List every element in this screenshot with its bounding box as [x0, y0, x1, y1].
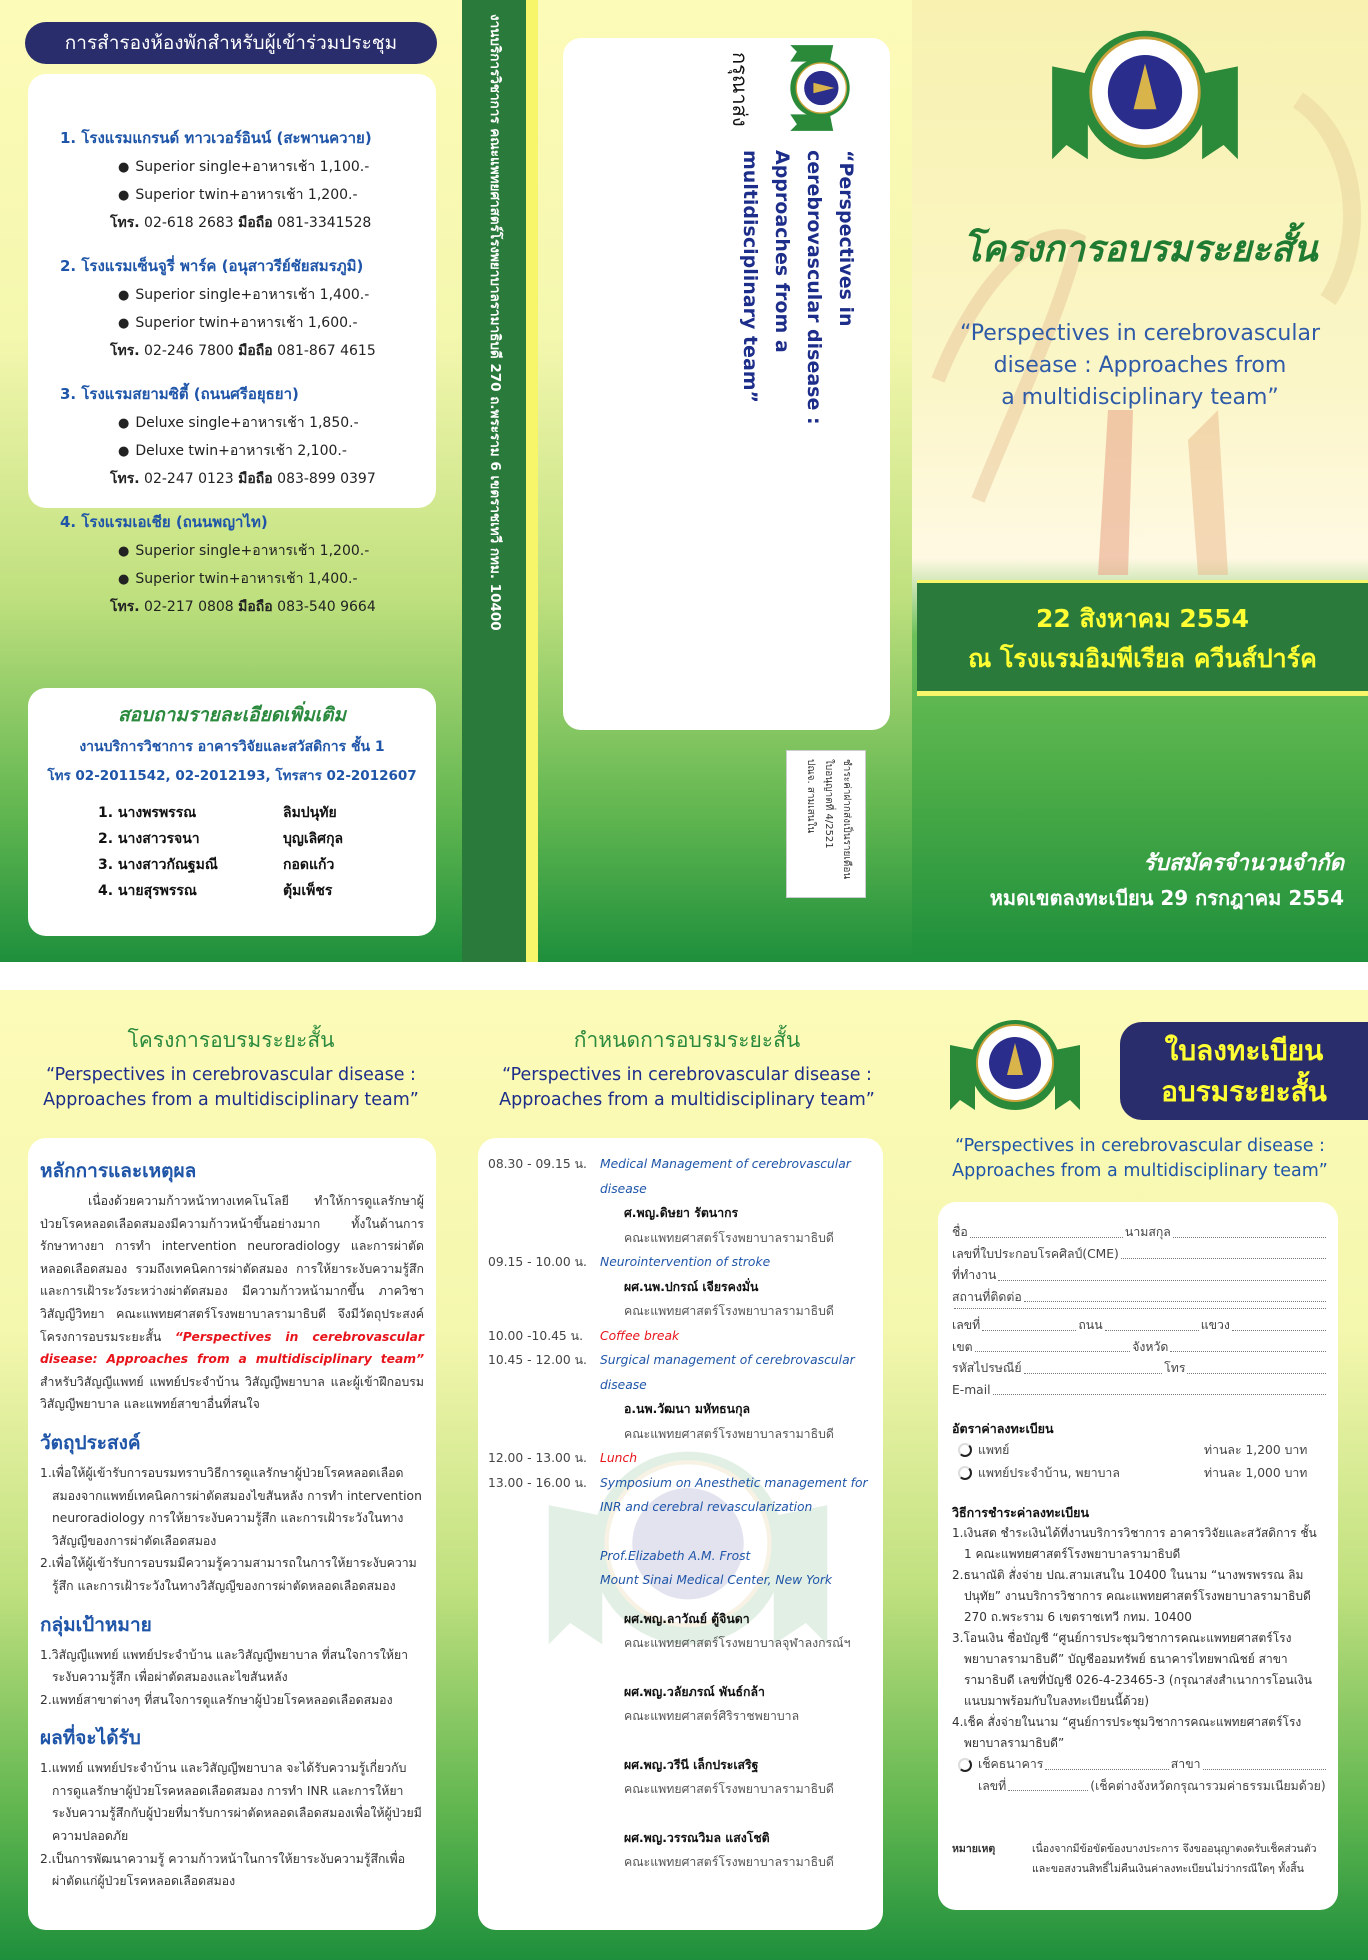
- session-title: Medical Management of cerebrovascular disease: [600, 1157, 851, 1196]
- payment-method: 3.โอนเงิน ชื่อบัญชี “ศูนย์การประชุมวิชาการคณะแพทยศาสตร์โรงพยาบาลรามาธิบดี” บัญชีออมทรัพย์ ธนาคารไทยพาณิชย์ สาขารามาธิบดี เลขที่บัญชี 026-4-23465-3 (กรุณาส่งสำเนาการโอนเงินแนบมาพร้อมกับใบลงทะเบียนนี้ด้วย): [952, 1631, 1312, 1708]
- registration-form: [938, 1202, 1338, 1910]
- panelist-affiliation: คณะแพทยศาสตร์ศิริราชพยาบาล: [624, 1709, 800, 1723]
- payment-method: 1.เงินสด ชำระเงินได้ที่งานบริการวิชาการ อาคารวิจัยและสวัสดิการ ชั้น 1 คณะแพทยศาสตร์โรงพยาบาลรามาธิบดี: [952, 1526, 1317, 1561]
- field-label: ที่ทำงาน: [952, 1268, 997, 1282]
- session-row: [488, 1446, 875, 1471]
- spine-stripe: [526, 0, 538, 962]
- form-row: [952, 1337, 1328, 1359]
- event-date: 22 สิงหาคม 2554: [1036, 604, 1249, 633]
- session-time: 08.30 - 09.15 น.: [488, 1157, 587, 1171]
- session-title: Symposium on Anesthetic management for INR and cerebral revascularization: [600, 1475, 868, 1514]
- field-input[interactable]: [998, 1265, 1326, 1281]
- panelist-name: ผศ.พญ.ลาวัณย์ ตู้จินดา: [624, 1611, 750, 1626]
- heading-line: ใบลงทะเบียน: [1164, 1034, 1324, 1067]
- note-text: เนื่องจากมีข้อขัดข้องบางประการ จึงขออนุญาตงดรับเช็คส่วนตัว และขอสงวนสิทธิ์ไม่คืนเงินค่าลงทะเบียนไม่ว่ากรณีใดๆ ทั้งสิ้น: [1032, 1843, 1317, 1875]
- title-line: disease : Approaches from: [993, 353, 1287, 378]
- mobile-number: 081-3341528: [277, 215, 372, 231]
- hotel-phone: [110, 212, 436, 234]
- phone-label: โทร.: [110, 215, 140, 231]
- schedule-card: [478, 1138, 883, 1930]
- session-title: Coffee break: [600, 1328, 680, 1343]
- registration-title: [912, 1134, 1368, 1184]
- send-to-label: กรุณาส่ง: [728, 52, 752, 127]
- field-input[interactable]: [970, 1222, 1123, 1238]
- target-item: 2.แพทย์สาขาต่างๆ ที่สนใจการดูแลรักษาผู้ป่วยโรคหลอดเลือดสมอง: [40, 1692, 393, 1707]
- panelist: [624, 1607, 875, 1656]
- mobile-label: มือถือ: [238, 599, 273, 615]
- contact-office: งานบริการวิชาการ อาคารวิจัยและสวัสดิการ ชั้น 1: [79, 739, 385, 755]
- room-rate: ● Superior single+อาหารเช้า 1,400.-: [118, 284, 436, 306]
- rationale-text: เนื่องด้วยความก้าวหน้าทางเทคโนโลยี ทำให้การดูแลรักษาผู้ป่วยโรคหลอดเลือดสมองมีความก้าวหน้าขึ้นอย่างมาก ทั้งในด้านการรักษาทางยา การทำ intervention neuroradiology และการผ่าตัดหลอดเลือดสมอง รวมถึงเทคนิคการผ่าตัดสมอง การให้ยาระงับความรู้สึกและการเฝ้าระวังระหว่างผ่าตัดสมอง มีความก้าวหน้ามากขึ้น ภาควิชาวิสัญญีวิทยา คณะแพทยศาสตร์โรงพยาบาลรามาธิบดี จึงมีวัตถุประสงค์โครงการอบรมระยะสั้น “Perspectives in cerebrovascular disease: Approaches from a multidisciplinary team” สำหรับวิสัญญีแพทย์ แพทย์ประจำบ้าน วิสัญญีพยาบาล และผู้เข้าฝึกอบรมวิสัญญีพยาบาล และแพทย์สาขาอื่นที่สนใจ: [40, 1194, 424, 1412]
- fee-radio[interactable]: [958, 1443, 972, 1457]
- field-label: แขวง: [1200, 1318, 1230, 1332]
- session-title: Neurointervention of stroke: [600, 1255, 771, 1269]
- person-first-name: 2. นางสาวรจนา: [98, 831, 200, 847]
- mobile-label: มือถือ: [238, 343, 273, 359]
- target-item: 1.วิสัญญีแพทย์ แพทย์ประจำบ้าน และวิสัญญีพยาบาล ที่สนใจการให้ยาระงับความรู้สึก เพื่อผ่าตัดสมองและไขสันหลัง: [40, 1647, 409, 1685]
- info-header: [0, 1024, 462, 1113]
- university-seal-icon: [945, 1010, 1085, 1120]
- fee-price: ท่านละ 1,200 บาท: [1204, 1443, 1308, 1457]
- cheque-radio[interactable]: [958, 1758, 972, 1772]
- session-row: [488, 1348, 875, 1397]
- info-card: [28, 1138, 436, 1930]
- field-label: ชื่อ: [952, 1225, 968, 1239]
- person-first-name: 1. นางพรพรรณ: [98, 805, 197, 821]
- hotel-phone: [110, 596, 436, 618]
- hotel-entry: [60, 382, 436, 490]
- contact-person: [98, 826, 436, 852]
- limited-seats: รับสมัครจำนวนจำกัด: [1143, 851, 1344, 876]
- hotel-phone: [110, 468, 436, 490]
- panelist-name: ผศ.พญ.วลัยภรณ์ พันธ์กล้า: [624, 1684, 765, 1699]
- payment-heading: วิธีการชำระค่าลงทะเบียน: [952, 1505, 1090, 1520]
- title-line: “Perspectives in cerebrovascular disease :: [955, 1136, 1325, 1156]
- session-speaker: [624, 1201, 875, 1250]
- form-row: [952, 1244, 1328, 1266]
- field-label: โทร: [1164, 1361, 1186, 1375]
- fee-label: แพทย์: [978, 1443, 1010, 1457]
- benefits-item: 1.แพทย์ แพทย์ประจำบ้าน และวิสัญญีพยาบาล จะได้รับความรู้เกี่ยวกับการดูแลรักษาผู้ป่วยโรคหลอดเลือดสมอง การทำ INR และการให้ยาระงับความรู้สึกกับผู้ป่วยที่มารับการผ่าตัดหลอดเลือดสมองเพื่อให้ผู้ป่วยมีความปลอดภัย: [40, 1761, 422, 1844]
- field-input[interactable]: [1024, 1287, 1326, 1303]
- field-input[interactable]: [1173, 1222, 1326, 1238]
- contact-person: [98, 852, 436, 878]
- cheque-bank-label: เช็คธนาคาร: [978, 1757, 1044, 1771]
- panelist-affiliation: คณะแพทยศาสตร์โรงพยาบาลรามาธิบดี: [624, 1782, 834, 1796]
- mobile-number: 083-540 9664: [277, 599, 376, 615]
- field-input[interactable]: [982, 1315, 1076, 1331]
- fees-heading: อัตราค่าลงทะเบียน: [952, 1421, 1054, 1436]
- speaker-name: ผศ.นพ.ปกรณ์ เจียรคงมั่น: [624, 1279, 759, 1294]
- mobile-label: มือถือ: [238, 471, 273, 487]
- field-input[interactable]: [1170, 1337, 1326, 1353]
- payment-method: 2.ธนาณัติ สั่งจ่าย ปณ.สามเสนใน 10400 ในนาม “นางพรพรรณ ลิมปนุทัย” งานบริการวิชาการ คณะแพทยศาสตร์โรงพยาบาลรามาธิบดี 270 ถ.พระราม 6 เขตราชเทวี กทม. 10400: [952, 1568, 1311, 1624]
- registration-heading: [1120, 1022, 1368, 1120]
- date-venue-box: [917, 580, 1368, 696]
- university-seal-icon: [787, 38, 853, 138]
- hotel-entry: [60, 254, 436, 362]
- session-speaker: [624, 1397, 875, 1446]
- phone-label: โทร.: [110, 343, 140, 359]
- cheque-branch-label: สาขา: [1170, 1757, 1201, 1771]
- cheque-number-input[interactable]: [1008, 1776, 1088, 1792]
- benefits-heading: ผลที่จะได้รับ: [40, 1727, 141, 1750]
- cheque-number-label: เลขที่: [978, 1778, 1007, 1793]
- room-rate: ● Deluxe twin+อาหารเช้า 2,100.-: [118, 440, 436, 462]
- contact-person: [98, 800, 436, 826]
- field-label: ถนน: [1078, 1318, 1103, 1332]
- title-line: Approaches from a multidisciplinary team”: [499, 1090, 875, 1110]
- speaker-affiliation: คณะแพทยศาสตร์โรงพยาบาลรามาธิบดี: [624, 1426, 834, 1441]
- field-label: เขต: [952, 1339, 973, 1354]
- room-rate: ● Deluxe single+อาหารเช้า 1,850.-: [118, 412, 436, 434]
- form-row: [952, 1287, 1328, 1309]
- cheque-branch-input[interactable]: [1203, 1754, 1326, 1770]
- hotel-phone: [110, 340, 436, 362]
- fee-price: ท่านละ 1,000 บาท: [1204, 1466, 1308, 1480]
- panelist: [624, 1826, 875, 1875]
- postage-line: ใบอนุญาตที่ 4/2521: [823, 759, 834, 849]
- hotel-name: 1. โรงแรมแกรนด์ ทาวเวอร์อินน์ (สะพานควาย): [60, 129, 372, 147]
- field-input[interactable]: [1187, 1358, 1326, 1374]
- target-heading: กลุ่มเป้าหมาย: [40, 1613, 152, 1636]
- cheque-bank-input[interactable]: [1045, 1754, 1168, 1770]
- person-last-name: ลิมปนุทัย: [283, 805, 337, 821]
- panelist: [624, 1753, 875, 1802]
- room-rate: ● Superior single+อาหารเช้า 1,200.-: [118, 540, 436, 562]
- form-row: [952, 1308, 1328, 1315]
- contact-phones: โทร 02-2011542, 02-2012193, โทรสาร 02-2012607: [47, 768, 417, 784]
- fee-option[interactable]: [958, 1439, 1328, 1462]
- field-label: สถานที่ติดต่อ: [952, 1289, 1022, 1304]
- form-row: [952, 1380, 1328, 1402]
- panelist: [624, 1680, 875, 1729]
- contact-card: [28, 688, 436, 936]
- university-seal-icon: [1045, 22, 1245, 168]
- contact-person: [98, 878, 436, 904]
- title-line: “Perspectives in cerebrovascular: [960, 321, 1320, 346]
- hotel-list-card: [28, 74, 436, 615]
- contact-title: สอบถามรายละเอียดเพิ่มเติม: [118, 704, 346, 726]
- session-title: Lunch: [600, 1451, 637, 1465]
- session-title: Surgical management of cerebrovascular disease: [600, 1353, 855, 1392]
- field-input[interactable]: [1024, 1358, 1163, 1374]
- postage-line: ปณจ. สามเสนใน: [805, 759, 816, 834]
- heading-line: อบรมระยะสั้น: [1161, 1075, 1327, 1108]
- field-input[interactable]: [993, 1380, 1326, 1396]
- benefits-item: 2.เป็นการพัฒนาความรู้ ความก้าวหน้าในการให้ยาระงับความรู้สึกเพื่อผ่าตัดแก่ผู้ป่วยโรคหลอดเลือดสมอง: [40, 1851, 406, 1889]
- form-row: [952, 1222, 1328, 1244]
- panelist-name: ผศ.พญ.วรีนี เล็กประเสริฐ: [624, 1757, 759, 1772]
- event-venue: ณ โรงแรมอิมพีเรียล ควีนส์ปาร์ค: [968, 644, 1317, 673]
- schedule-header: [462, 1024, 912, 1113]
- room-rate: ● Superior twin+อาหารเช้า 1,400.-: [118, 568, 436, 590]
- fee-radio[interactable]: [958, 1466, 972, 1480]
- speaker-affiliation: คณะแพทยศาสตร์โรงพยาบาลรามาธิบดี: [624, 1304, 834, 1318]
- form-row: [952, 1315, 1328, 1337]
- field-input[interactable]: [1105, 1315, 1199, 1331]
- objectives-heading: วัตถุประสงค์: [40, 1431, 141, 1454]
- speaker-affiliation: คณะแพทยศาสตร์โรงพยาบาลรามาธิบดี: [624, 1230, 834, 1245]
- hotel-name: 3. โรงแรมสยามซิตี้ (ถนนศรีอยุธยา): [60, 385, 299, 403]
- guest-speaker-name: Prof.Elizabeth A.M. Frost: [600, 1548, 751, 1563]
- phone-number: 02-618 2683: [144, 215, 234, 231]
- phone-label: โทร.: [110, 471, 140, 487]
- session-time: 09.15 - 10.00 น.: [488, 1255, 587, 1269]
- phone-number: 02-217 0808: [144, 599, 234, 615]
- hotel-entry: [60, 126, 436, 234]
- guest-speaker-affiliation: Mount Sinai Medical Center, New York: [600, 1573, 833, 1587]
- room-rate: ● Superior twin+อาหารเช้า 1,200.-: [118, 184, 436, 206]
- mobile-number: 083-899 0397: [277, 471, 376, 487]
- cover-course-title: [912, 318, 1368, 414]
- return-address: งานบริการวิชาการ คณะแพทยศาสตร์โรงพยาบาลรามาธิบดี 270 ถ.พระราม 6 เขตราชเทวี กทม. 10400: [487, 14, 503, 631]
- session-time: 10.00 -10.45 น.: [488, 1328, 583, 1343]
- accommodation-title: การสำรองห้องพักสำหรับผู้เข้าร่วมประชุม: [25, 22, 437, 64]
- field-label: E-mail: [952, 1382, 991, 1397]
- mobile-label: มือถือ: [238, 215, 273, 231]
- session-row: [488, 1324, 875, 1349]
- form-row: [952, 1358, 1328, 1380]
- field-label: จังหวัด: [1132, 1339, 1169, 1354]
- schedule-heading: กำหนดการอบรมระยะสั้น: [573, 1028, 801, 1052]
- title-line: Approaches from a multidisciplinary team”: [43, 1090, 419, 1110]
- person-last-name: ตุ้มเพ็ชร: [283, 883, 333, 899]
- phone-number: 02-247 0123: [144, 471, 234, 487]
- cheque-note: (เช็คต่างจังหวัดกรุณารวมค่าธรรมเนียมด้วย): [1090, 1778, 1326, 1793]
- panelist-affiliation: คณะแพทยศาสตร์โรงพยาบาลรามาธิบดี: [624, 1855, 834, 1869]
- person-first-name: 3. นางสาวกัณฐมณี: [98, 857, 218, 873]
- hotel-name: 2. โรงแรมเซ็นจูรี่ พาร์ค (อนุสาวรีย์ชัยสมรภูมิ): [60, 257, 364, 275]
- hotel-name: 4. โรงแรมเอเชีย (ถนนพญาไท): [60, 513, 268, 531]
- payment-method: 4.เช็ค สั่งจ่ายในนาม “ศูนย์การประชุมวิชาการคณะแพทยศาสตร์โรงพยาบาลรามาธิบดี”: [952, 1715, 1302, 1750]
- session-row: [488, 1152, 875, 1201]
- field-input[interactable]: [954, 1308, 1326, 1309]
- session-time: 10.45 - 12.00 น.: [488, 1353, 587, 1367]
- person-last-name: บุญเลิศกุล: [283, 831, 344, 847]
- phone-label: โทร.: [110, 599, 140, 615]
- fee-label: แพทย์ประจำบ้าน, พยาบาล: [978, 1466, 1120, 1480]
- session-speaker: [624, 1275, 875, 1324]
- hotel-entry: [60, 510, 436, 618]
- speaker-name: อ.นพ.วัฒนา มหัทธนกุล: [624, 1402, 751, 1416]
- panelist-affiliation: คณะแพทยศาสตร์โรงพยาบาลจุฬาลงกรณ์ฯ: [624, 1636, 851, 1650]
- postage-permit-box: [786, 750, 866, 898]
- title-line: a multidisciplinary team”: [1001, 385, 1279, 410]
- rationale-heading: หลักการและเหตุผล: [40, 1160, 197, 1182]
- title-line: “Perspectives in cerebrovascular disease :: [46, 1065, 416, 1085]
- session-row: [488, 1471, 875, 1520]
- objectives-item: 2.เพื่อให้ผู้เข้ารับการอบรมมีความรู้ความสามารถในการให้ยาระงับความรู้สึก และการเฝ้าระวังในทางวิสัญญีของการผ่าตัดหลอดเลือดสมอง: [40, 1556, 417, 1593]
- session-time: 12.00 - 13.00 น.: [488, 1451, 587, 1465]
- field-input[interactable]: [975, 1337, 1131, 1353]
- panelist-name: ผศ.พญ.วรรณวิมล แสงโชติ: [624, 1830, 770, 1845]
- session-row: [488, 1250, 875, 1275]
- title-line: “Perspectives in cerebrovascular disease :: [502, 1065, 872, 1085]
- registration-deadline: หมดเขตลงทะเบียน 29 กรกฎาคม 2554: [989, 886, 1344, 910]
- cover-program-title: โครงการอบรมระยะสั้น: [962, 229, 1318, 270]
- objectives-item: 1.เพื่อให้ผู้เข้ารับการอบรมทราบวิธีการดูแลรักษาผู้ป่วยโรคหลอดเลือดสมองจากแพทย์เทคนิคการผ่าตัดสมองไขสันหลัง การทำ intervention neuroradiology การให้ยาระงับความรู้สึก และการเฝ้าระวังในทางวิสัญญีของการผ่าตัดเลือดสมอง: [40, 1465, 422, 1548]
- room-rate: ● Superior single+อาหารเช้า 1,100.-: [118, 156, 436, 178]
- field-input[interactable]: [1121, 1244, 1326, 1260]
- speaker-name: ศ.พญ.ดิษยา รัตนากร: [624, 1206, 739, 1220]
- field-label: เลขที่ใบประกอบโรคศิลป์(CME): [952, 1246, 1119, 1261]
- session-time: 13.00 - 16.00 น.: [488, 1475, 587, 1490]
- field-label: เลขที่: [952, 1318, 981, 1332]
- note-label: หมายเหตุ: [952, 1843, 996, 1855]
- mailer-title: “Perspectives in cerebrovascular disease : Approaches from a multidisciplinary team”: [739, 150, 857, 425]
- form-row: [952, 1265, 1328, 1287]
- postage-line: ชำระค่าฝากส่งเป็นรายเดือน: [841, 759, 852, 880]
- field-label: รหัสไปรษณีย์: [952, 1361, 1022, 1375]
- person-first-name: 4. นายสุรพรรณ: [98, 883, 197, 899]
- fee-option[interactable]: [958, 1462, 1328, 1485]
- person-last-name: กอดแก้ว: [283, 857, 335, 873]
- room-rate: ● Superior twin+อาหารเช้า 1,600.-: [118, 312, 436, 334]
- field-input[interactable]: [1232, 1315, 1326, 1331]
- title-line: Approaches from a multidisciplinary team”: [952, 1161, 1328, 1181]
- info-program: โครงการอบรมระยะสั้น: [127, 1028, 335, 1052]
- field-label: นามสกุล: [1124, 1225, 1171, 1239]
- phone-number: 02-246 7800: [144, 343, 234, 359]
- mobile-number: 081-867 4615: [277, 343, 376, 359]
